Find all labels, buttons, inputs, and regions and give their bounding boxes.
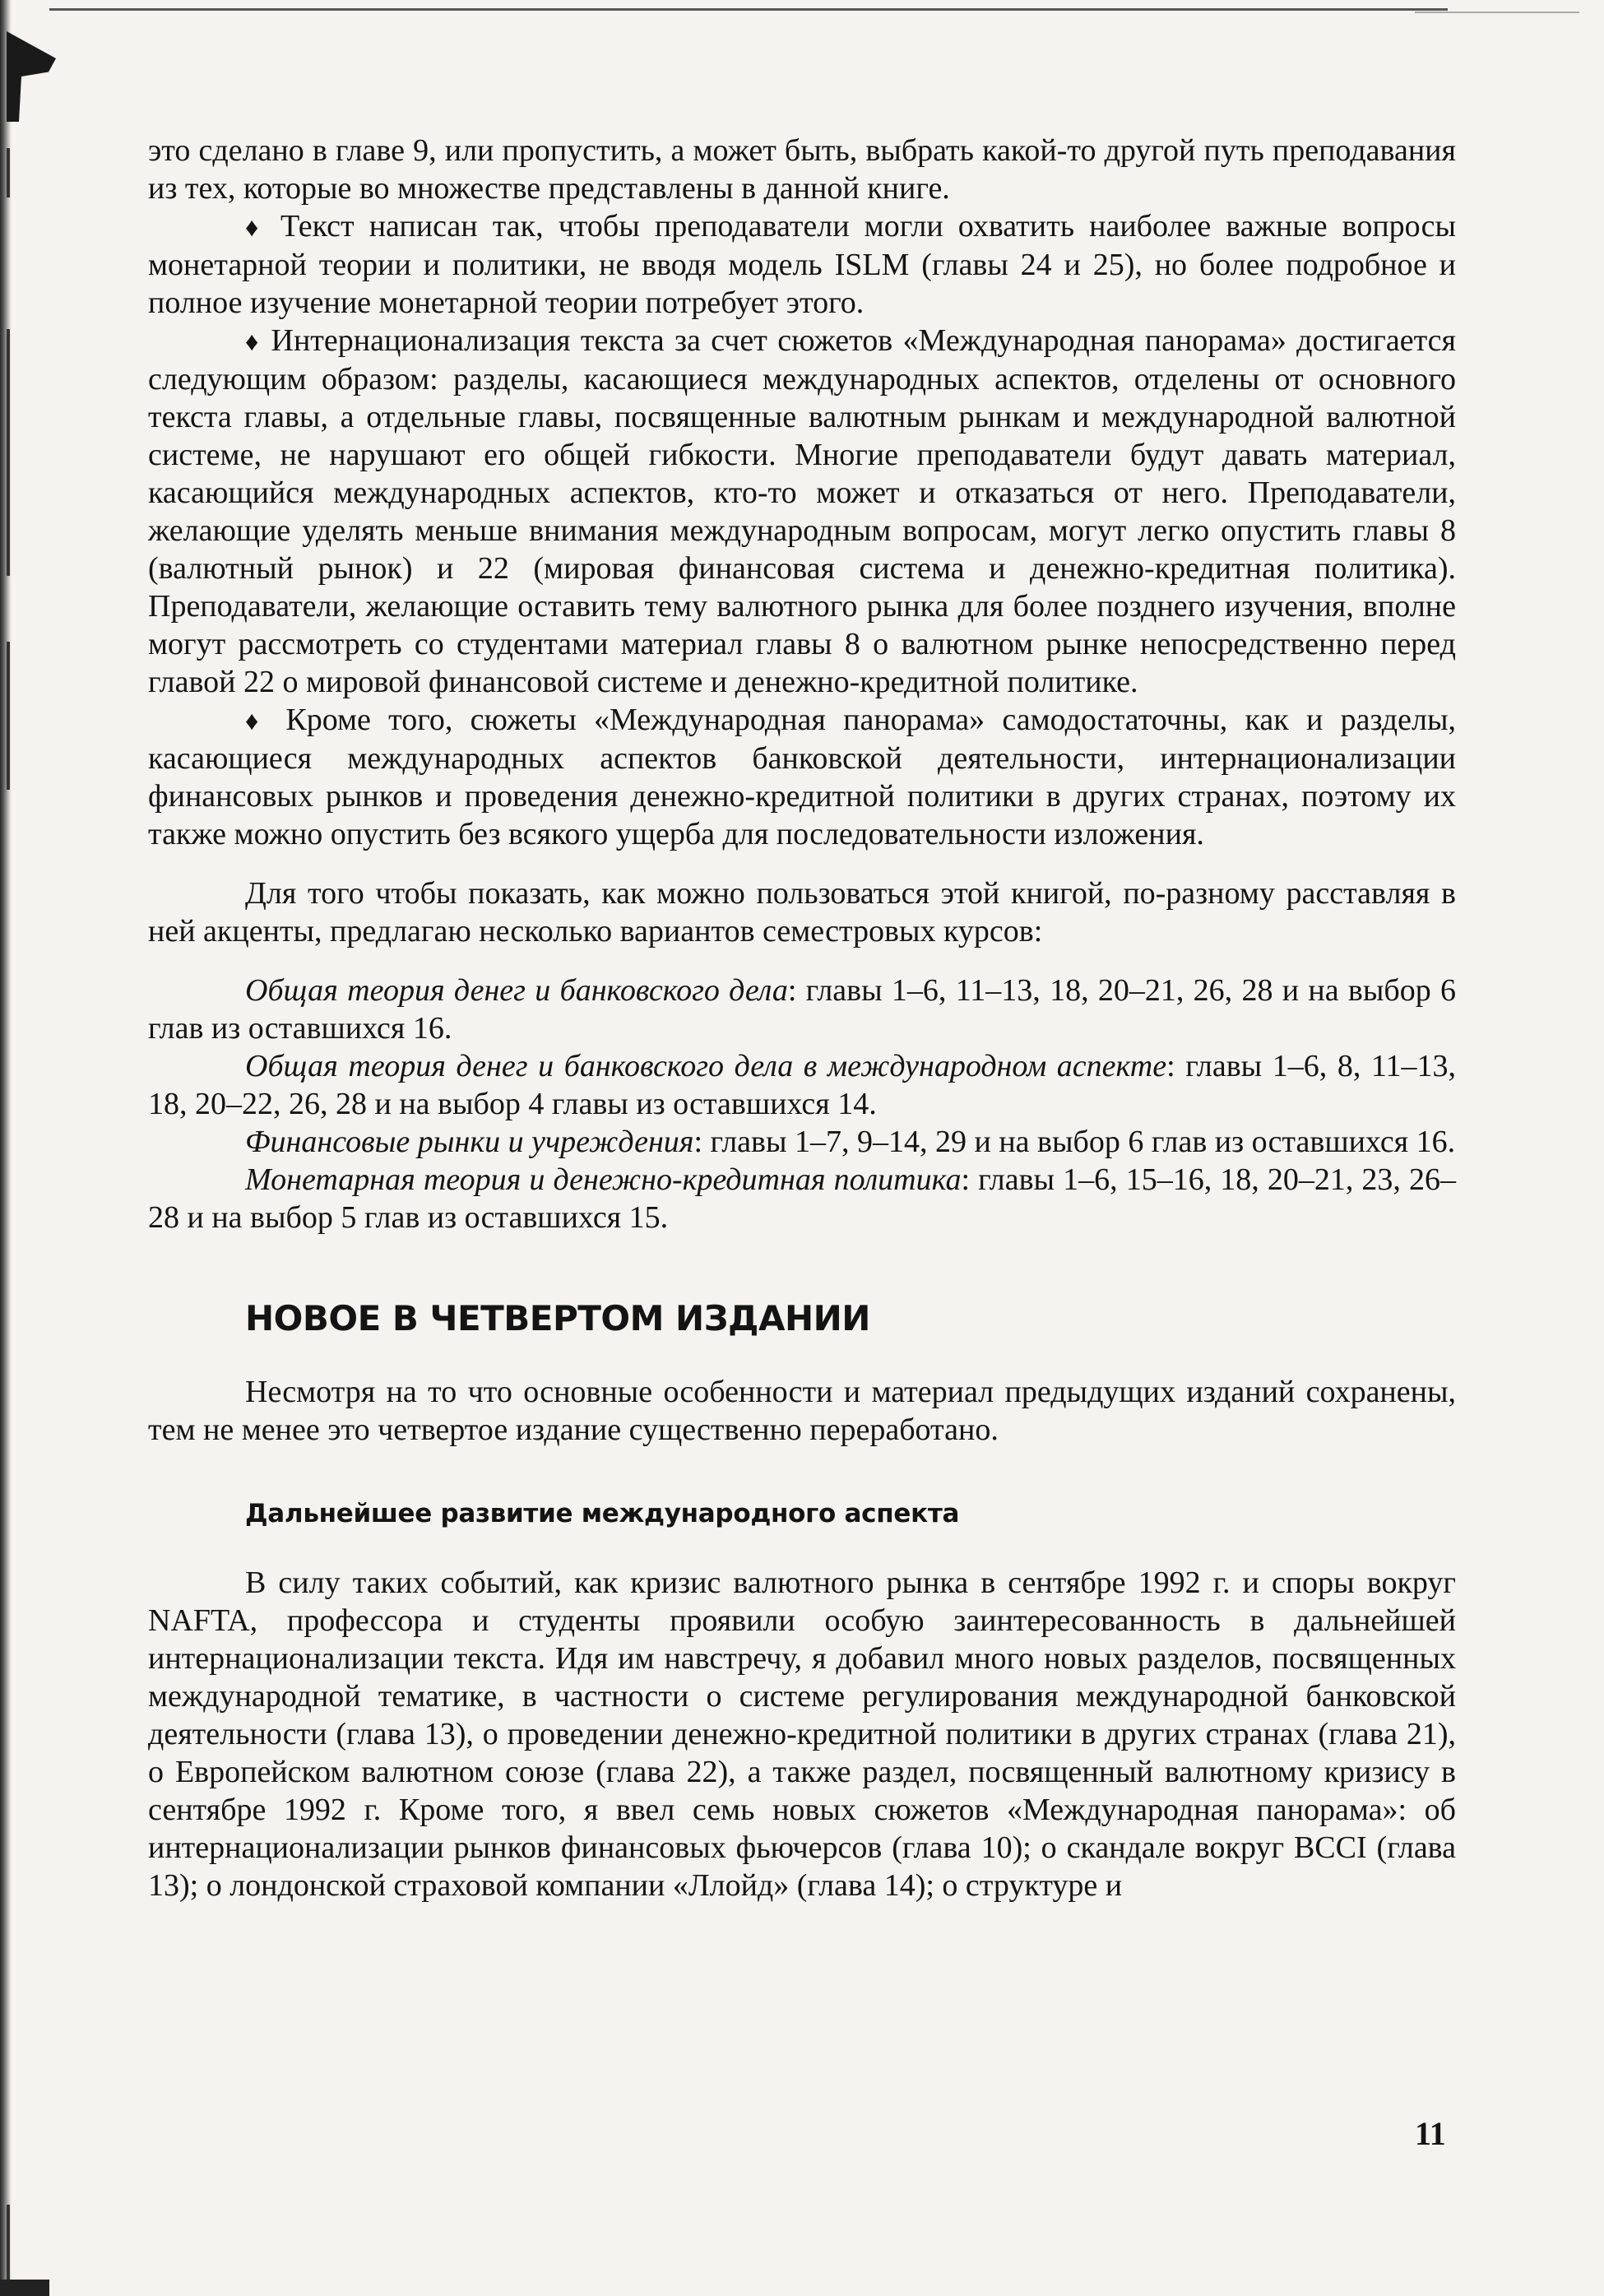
- course-chapters: : главы 1–6, 15–16, 18, 20–21, 23, 26–28 и на выбор 5 глав из оставшихся 15.: [148, 1162, 1456, 1235]
- bullet-diamond-icon: ♦: [245, 327, 262, 356]
- spacer: [148, 1343, 1456, 1373]
- bullet-paragraph-text: Кроме того, сюжеты «Международная панорама» самодостаточны, как и разделы, касающиеся международных аспектов банковской деятельности, интернационализации финансовых рынков и проведения денежно-кредитной политики в других странах, поэтому их также можно опустить без всякого ущерба для последовательности изложения.: [148, 703, 1456, 851]
- course-option: [148, 1161, 1456, 1236]
- page-number: 11: [1415, 2115, 1446, 2152]
- subsection-heading: Дальнейшее развитие международного аспекта: [245, 1499, 960, 1528]
- spacer: [148, 1534, 1456, 1564]
- paragraph-course-intro: Для того чтобы показать, как можно пользоваться этой книгой, по-разному расставляя в ней акценты, предлагаю несколько вариантов семестровых курсов:: [148, 876, 1456, 949]
- course-chapters: : главы 1–6, 11–13, 18, 20–21, 26, 28 и на выбор 6 глав из оставшихся 16.: [148, 973, 1456, 1046]
- section-intro: Несмотря на то что основные особенности и материал предыдущих изданий сохранены, тем не менее это четвертое издание существенно переработано.: [148, 1375, 1456, 1447]
- subsection-body: В силу таких событий, как кризис валютного рынка в сентябре 1992 г. и споры вокруг NAFTA, профессора и студенты проявили особую заинтересованность в дальнейшей интернационализации текста. Идя им навстречу, я добавил много новых разделов, посвященных международной тематике, в частности о системе регулирования международной банковской деятельности (глава 13), о проведении денежно-кредитной политики в других странах (глава 21), о Европейском валютном союзе (глава 22), а также раздел, посвященный валютному кризису в сентябре 1992 г. Кроме того, я ввел семь новых сюжетов «Международная панорама»: об интернационализации рынков финансовых фьючерсов (глава 10); о скандале вокруг BCCI (глава 13); о лондонской страховой компании «Ллойд» (глава 14); о структуре и: [148, 1565, 1456, 1903]
- bullet-paragraph-internationalization: [148, 322, 1456, 701]
- scan-binding-mark: [7, 31, 56, 122]
- spacer: [148, 1236, 1456, 1294]
- course-title: Монетарная теория и денежно-кредитная политика: [245, 1162, 962, 1197]
- course-chapters: : главы 1–7, 9–14, 29 и на выбор 6 глав из оставшихся 16.: [693, 1125, 1456, 1159]
- bullet-diamond-icon: ♦: [245, 212, 266, 242]
- section-heading: НОВОЕ В ЧЕТВЕРТОМ ИЗДАНИИ: [245, 1298, 870, 1338]
- bullet-paragraph-islm: [148, 207, 1456, 322]
- scan-top-edge-line: [49, 8, 1448, 11]
- paragraph-continuation: это сделано в главе 9, или пропустить, а может быть, выбрать какой-то другой путь преподавания из тех, которые во множестве представлены в данной книге.: [148, 133, 1456, 206]
- course-chapters: : главы 1–6, 8, 11–13, 18, 20–22, 26, 28 и на выбор 4 главы из оставшихся 14.: [148, 1049, 1456, 1121]
- bullet-paragraph-text: Текст написан так, чтобы преподаватели могли охватить наиболее важные вопросы монетарной теории и политики, не вводя модель ISLM (главы 24 и 25), но более подробное и полное изучение монетарной теории потребует этого.: [148, 209, 1457, 320]
- course-title: Общая теория денег и банковского дела: [245, 973, 788, 1008]
- scan-top-edge-line-right: [1415, 12, 1579, 13]
- scan-bottom-corner: [0, 2280, 49, 2296]
- course-option: [148, 1047, 1456, 1123]
- scan-left-mark: [7, 642, 10, 790]
- course-option: [148, 1123, 1456, 1161]
- bullet-paragraph-text: Интернационализация текста за счет сюжетов «Международная панорама» достигается следующим образом: разделы, касающиеся международных аспектов, отделены от основного текста главы, а отдельные главы, посвященные валютным рынкам и международной валютной системе, не нарушают его общей гибкости. Многие преподаватели будут давать материал, касающийся международных аспектов, кто-то может и отказаться от него. Преподаватели, желающие уделять меньше внимания международным вопросам, могут легко опустить главы 8 (валютный рынок) и 22 (мировая финансовая система и денежно-кредитная политика). Преподаватели, желающие оставить тему валютного рынка для более позднего изучения, вполне могут рассмотреть со студентами материал главы 8 о валютном рынке непосредственно перед главой 22 о мировой финансовой системе и денежно-кредитной политике.: [148, 323, 1456, 699]
- scan-left-mark: [7, 329, 10, 576]
- spacer: [148, 853, 1456, 874]
- course-title: Общая теория денег и банковского дела в международном аспекте: [245, 1049, 1167, 1083]
- spacer: [148, 950, 1456, 972]
- page-content: [148, 132, 1456, 1904]
- bullet-diamond-icon: ♦: [245, 706, 269, 735]
- bullet-paragraph-panorama: [148, 701, 1456, 853]
- spacer: [148, 1449, 1456, 1493]
- scan-left-mark: [7, 148, 10, 197]
- course-title: Финансовые рынки и учреждения: [245, 1125, 694, 1159]
- course-option: [148, 972, 1456, 1047]
